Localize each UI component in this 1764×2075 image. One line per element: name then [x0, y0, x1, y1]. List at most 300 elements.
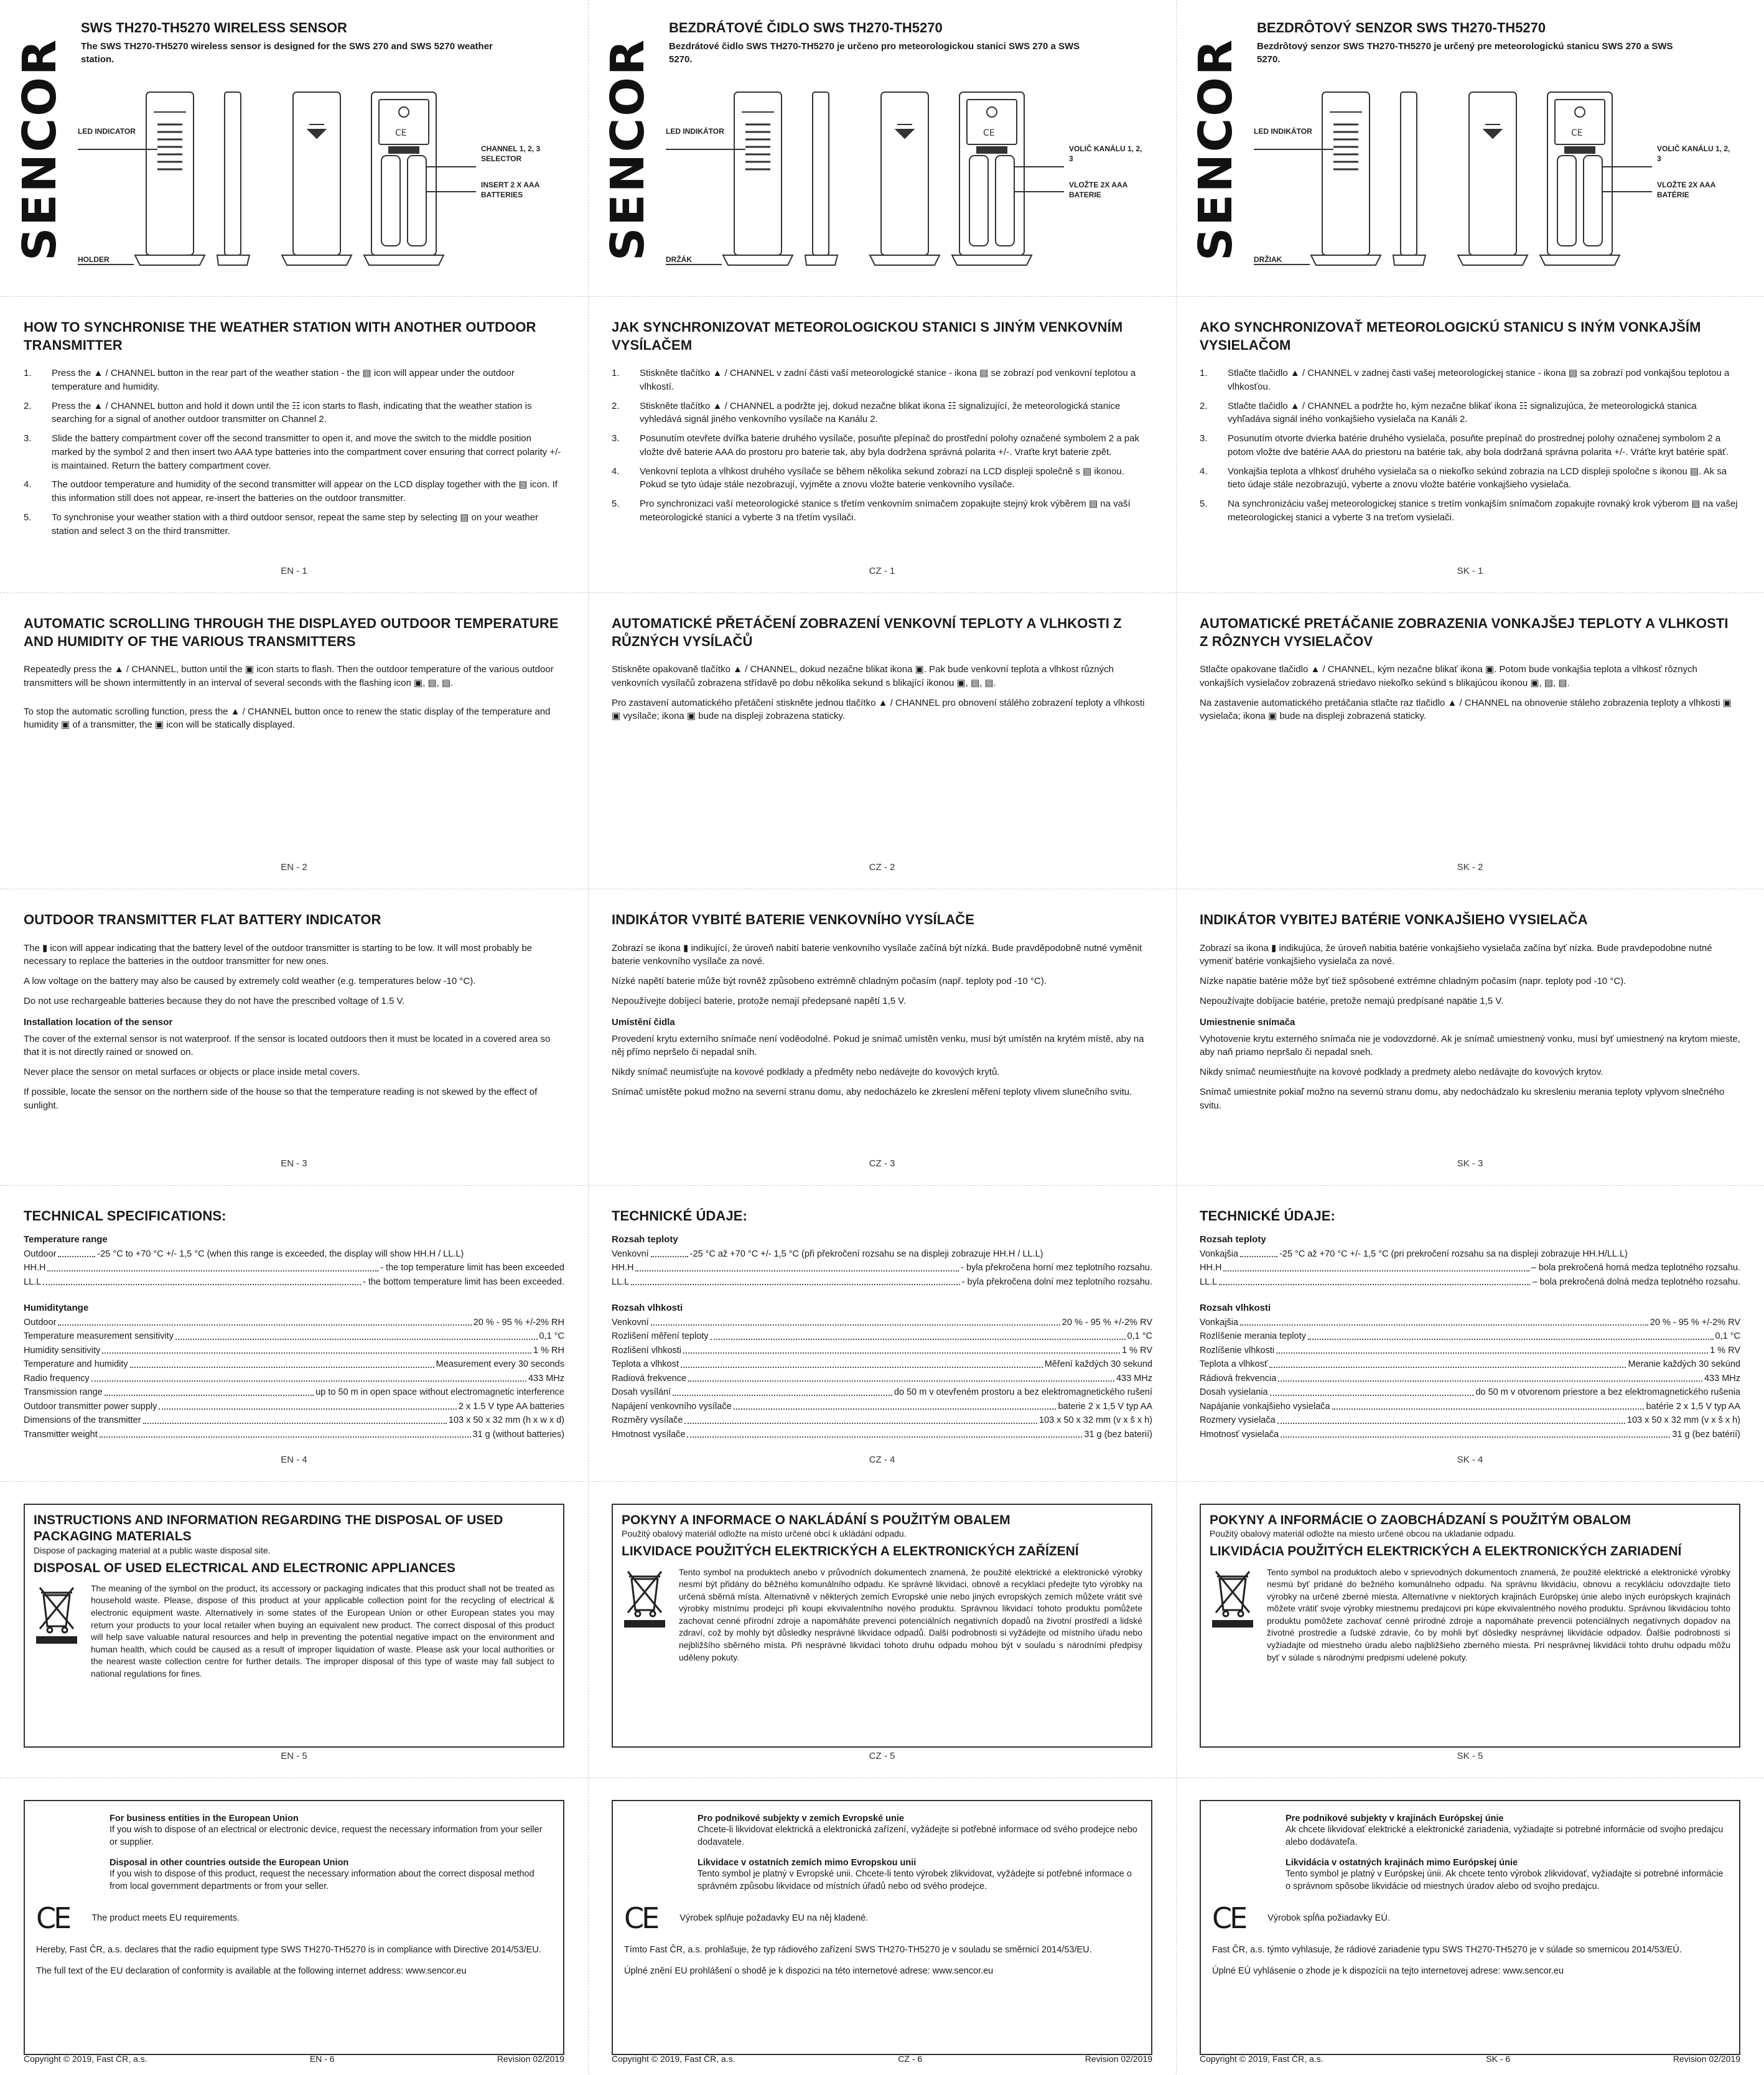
non-eu-heading: Likvidace v ostatních zemích mimo Evropskou unii: [698, 1857, 917, 1868]
weee-row: [34, 1583, 554, 1680]
weee-icon-wrap: [34, 1583, 80, 1680]
spec-row: [612, 1357, 1152, 1371]
spec-row: [24, 1261, 564, 1275]
ce-text: The product meets EU requirements.: [91, 1913, 240, 1924]
spec-row: [612, 1316, 1152, 1329]
paragraph: A low voltage on the battery may also be caused by extremely cold weather (e.g. temperatures below -10 °C).: [24, 976, 476, 987]
spec-row: [1200, 1372, 1740, 1385]
paragraph: Na zastavenie automatického pretáčania stlačte raz tlačidlo ▲ / CHANNEL na obnovenie stáleho zobrazenia teploty a vlhkosti ▣ vysielača; ikona ▣ bude na displeji zobrazená staticky.: [1200, 697, 1732, 722]
spec-row: [1200, 1316, 1740, 1329]
spec-leader: [1278, 1372, 1702, 1382]
copyright: Copyright © 2019, Fast ČR, a.s.: [612, 2054, 735, 2064]
step-number: 5.: [24, 512, 32, 523]
spec-value: 31 g (bez batérií): [1672, 1429, 1740, 1440]
fold-line: [588, 0, 589, 2075]
weee-text: Tento symbol na produktoch alebo v sprievodných dokumentoch znamená, že použité elektrické a elektronické výrobky nesmú byť pridané do bežného komunálneho odpadu. Na správnu likvidáciu, obnovu a recykláciu odovzdajte tieto výrobky na určené zberné miesta. Alternatívne v niektorých krajinách Európskej únie alebo iných európskych krajinách môžete vrátiť svoje výrobky miestnemu predajcovi pri kúpe ekvivalentného nového produktu. Správnou likvidáciou tohto produktu pomôžete zachovať cenné prírodné zdroje a napomáhate prevencii potenciálnych negatívnych dopadov na životné prostredie a ľudské zdravie, čo by mohli byť dôsledky nesprávnej likvidácie odpadov. Ďalšie podrobnosti si vyžiadajte od miestneho úradu alebo najbližšieho zberného miesta. Pri nesprávnej likvidácii tohto druhu odpadu môžu byť v súlade s národnými predpismi udelené pokuty.: [1267, 1567, 1730, 1662]
step-number: 2.: [1200, 400, 1208, 411]
step-number: 4.: [1200, 466, 1208, 477]
back-info-box: [612, 1800, 1152, 2055]
spec-group-title: Rozsah teploty: [612, 1234, 678, 1245]
revision: Revision 02/2019: [1085, 2054, 1152, 2064]
paragraph: Zobrazí se ikona ▮ indikující, že úroveň nabití baterie venkovního vysílače začíná být nízká. Bude pravděpodobně nutné vyměnit baterie venkovního vysílače za nové.: [612, 942, 1142, 967]
spec-key: Dosah vysílání: [612, 1387, 671, 1398]
fold-line: [0, 1185, 1764, 1186]
spec-row: [612, 1413, 1152, 1427]
label-insert-batteries: VLOŽTE 2X AAA BATERIE: [1069, 180, 1127, 199]
section-heading: TECHNICKÉ ÚDAJE:: [612, 1208, 747, 1224]
label-holder: DRŽIAK: [1254, 255, 1282, 264]
spec-row: [24, 1316, 564, 1329]
cover-description: The SWS TH270-TH5270 wireless sensor is designed for the SWS 270 and SWS 5270 weather station.: [81, 41, 493, 65]
spec-value: Meranie každých 30 sekúnd: [1628, 1359, 1740, 1370]
spec-value: 31 g (without batteries): [472, 1429, 564, 1440]
spec-key: Rádiová frekvencia: [1200, 1373, 1277, 1384]
page-number: EN - 6: [309, 2054, 335, 2064]
spec-key: Hmotnost vysílače: [612, 1429, 686, 1440]
spec-value: 20 % - 95 % +/-2% RV: [1062, 1318, 1152, 1328]
spec-value: baterie 2 x 1,5 V typ AA: [1058, 1401, 1152, 1412]
step-item: [1200, 465, 1740, 492]
spec-value: 103 x 50 x 32 mm (h x w x d): [448, 1415, 564, 1426]
spec-key: Dosah vysielania: [1200, 1387, 1268, 1398]
paragraph: Never place the sensor on metal surfaces or objects or place inside metal covers.: [24, 1067, 360, 1078]
step-text: To synchronise your weather station with a third outdoor sensor, repeat the same step by selecting ▤ on your weather station and select 3 on the third transmitter.: [52, 512, 539, 536]
step-number: 1.: [612, 368, 620, 379]
page-footer: [1200, 2054, 1740, 2064]
weee-bin-icon: [1210, 1567, 1256, 1629]
spec-value: – bola prekročená dolná medza teplotného rozsahu.: [1532, 1276, 1740, 1287]
paragraph: Zobrazí sa ikona ▮ indikujúca, že úroveň nabitia batérie vonkajšieho vysielača začína byť nízka. Bude pravdepodobne nutné vymeniť batérie vonkajšieho vysielača za nové.: [1200, 942, 1712, 967]
ce-row: [36, 1901, 552, 1935]
spec-leader: [688, 1372, 1114, 1382]
spec-value: 433 MHz: [528, 1373, 564, 1384]
spec-leader: [1270, 1385, 1474, 1395]
spec-leader: [1281, 1428, 1670, 1438]
paragraph: Snímač umístěte pokud možno na severní stranu domu, aby nedocházelo ke zkreslení měření teploty vlivem slunečního svitu.: [612, 1086, 1132, 1097]
spec-value: - byla překročena dolní mez teplotního rozsahu.: [961, 1276, 1152, 1287]
brand-logo-text: SENCOR: [1189, 38, 1243, 261]
ce-text: Výrobok spĺňa požiadavky EÚ.: [1267, 1913, 1390, 1924]
page-panel: [0, 593, 588, 889]
spec-leader: [673, 1385, 892, 1395]
spec-value: 103 x 50 x 32 mm (v x š x h): [1038, 1415, 1152, 1426]
section-heading: TECHNICAL SPECIFICATIONS:: [24, 1208, 226, 1224]
label-holder: HOLDER: [78, 255, 110, 264]
non-eu-text: Tento symbol je platný v Európskej únii. Ak chcete tento výrobok zlikvidovať, vyžiadajte si potrebné informácie o správnom spôsobe likvidácie od miestnych úradov alebo od svojho predajcu.: [1286, 1868, 1724, 1891]
steps-list: [1200, 367, 1740, 525]
page-panel: [1176, 1481, 1764, 1778]
spec-leader: [683, 1344, 1120, 1354]
step-text: Press the ▲ / CHANNEL button in the rear part of the weather station - the ▤ icon will appear under the outdoor temperature and humidity.: [52, 368, 515, 392]
step-item: [24, 400, 564, 427]
spec-row: [1200, 1385, 1740, 1399]
step-number: 2.: [24, 400, 32, 411]
full-text-link: The full text of the EU declaration of conformity is available at the following internet address: www.sencor.eu: [36, 1966, 467, 1977]
weee-row: [1210, 1567, 1730, 1664]
page-panel: [588, 296, 1176, 593]
spec-row: [612, 1385, 1152, 1399]
section-heading: AUTOMATICKÉ PŘETÁČENÍ ZOBRAZENÍ VENKOVNÍ TEPLOTY A VLHKOSTI Z RŮZNÝCH VYSÍLAČŮ: [612, 616, 1122, 649]
spec-value: - the top temperature limit has been exceeded: [380, 1263, 564, 1273]
packaging-heading: POKYNY A INFORMACE O NAKLÁDÁNÍ S POUŽITÝM OBALEM: [622, 1513, 1010, 1527]
spec-key: Napájanie vonkajšieho vysielača: [1200, 1401, 1330, 1412]
spec-key: Humidity sensitivity: [24, 1345, 101, 1356]
spec-row: [612, 1428, 1152, 1441]
page-footer: [612, 2054, 1152, 2064]
spec-row: [612, 1247, 1152, 1261]
page-panel: [588, 593, 1176, 889]
eu-business-heading: Pre podnikové subjekty v krajinách Európskej únie: [1286, 1814, 1504, 1824]
spec-value: 20 % - 95 % +/-2% RH: [473, 1318, 564, 1328]
paragraph: Nikdy snímač neumiestňujte na kovové podklady a predmety alebo nedávajte do kovových krytov.: [1200, 1067, 1603, 1078]
fold-line: [1176, 0, 1177, 2075]
label-insert-batteries: VLOŽTE 2X AAA BATÉRIE: [1657, 180, 1715, 199]
weee-text: Tento symbol na produktech anebo v průvodních dokumentech znamená, že použité elektrické a elektronické výrobky nesmí být přidány do běžného komunálního odpadu. Ke správné likvidaci, obnově a recyklaci předejte tyto výrobky na určená sběrná místa. Alternativně v některých zemích Evropské unie nebo jiných evropských zemích můžete vrátit své výrobky místnímu prodejci při koupi ekvivalentního nového produktu. Správnou likvidací tohoto produktu pomůžete zachovat cenné přírodní zdroje a napomáháte prevenci potenciálních negativních dopadů na životní prostředí a lidské zdraví, což by mohly být důsledky nesprávné likvidace odpadů. Další podrobnosti si vyžádejte od místního úřadu nebo nejbližšího sběrného místa. Při nesprávné likvidaci tohoto druhu odpadu mohou být v souladu s národními předpisy uděleny pokuty.: [679, 1567, 1142, 1662]
spec-row: [612, 1261, 1152, 1275]
spec-key: Temperature measurement sensitivity: [24, 1331, 174, 1342]
cover-title: SWS TH270-TH5270 WIRELESS SENSOR: [81, 20, 347, 35]
fold-line: [0, 296, 1764, 297]
spec-leader: [631, 1275, 959, 1285]
spec-value: 0,1 °C: [539, 1331, 564, 1342]
label-holder: DRŽÁK: [666, 255, 692, 264]
non-eu-text: Tento symbol je platný v Evropské unii. Chcete-li tento výrobek zlikvidovat, vyžádejte si potřebné informace o správném způsobu likvidace od místních úřadů nebo od svého prodejce.: [698, 1868, 1132, 1891]
page-panel: [0, 0, 588, 296]
section-heading: TECHNICKÉ ÚDAJE:: [1200, 1208, 1335, 1224]
paragraph: Repeatedly press the ▲ / CHANNEL, button until the ▣ icon starts to flash. Then the outdoor temperature of the various outdoor transmitters will be shown intermittently in an interval of several seconds with the flashing icon ▣, ▤, ▤.: [24, 664, 554, 688]
spec-key: Transmitter weight: [24, 1429, 98, 1440]
business-info: [36, 1814, 552, 1893]
section-heading: INDIKÁTOR VYBITEJ BATÉRIE VONKAJŠIEHO VYSIELAČA: [1200, 912, 1588, 927]
weee-heading: LIKVIDACE POUŽITÝCH ELEKTRICKÝCH A ELEKTRONICKÝCH ZAŘÍZENÍ: [622, 1544, 1079, 1559]
step-text: Pro synchronizaci vaší meteorologické stanice s třetím venkovním snímačem zopakujte stejný krok výběrem ▤ na vaší meteorologické stanici a vyberte 3 na třetím vysílači.: [640, 499, 1131, 523]
spec-row: [24, 1385, 564, 1399]
spec-group-title: Rozsah vlhkosti: [1200, 1303, 1271, 1313]
ce-mark-icon: CE: [36, 1901, 70, 1936]
page-panel: [1176, 296, 1764, 593]
spec-value: 103 x 50 x 32 mm (v x š x h): [1626, 1415, 1740, 1426]
spec-key: Rozměry vysílače: [612, 1415, 683, 1426]
page-number: EN - 1: [281, 566, 307, 576]
section-heading: AKO SYNCHRONIZOVAŤ METEOROLOGICKÚ STANICU S INÝM VONKAJŠÍM VYSIELAČOM: [1200, 319, 1701, 353]
spec-value: - the bottom temperature limit has been exceeded.: [362, 1276, 564, 1287]
ce-row: [624, 1901, 1140, 1935]
section-heading: INDIKÁTOR VYBITÉ BATERIE VENKOVNÍHO VYSÍLAČE: [612, 912, 974, 927]
spec-key: Venkovní: [612, 1248, 649, 1259]
spec-leader: [684, 1413, 1037, 1423]
paragraph: To stop the automatic scrolling function, press the ▲ / CHANNEL button once to renew the static display of the temperature and humidity ▣ of a transmitter, the ▣ icon will be statically displayed.: [24, 706, 551, 731]
spec-key: Radiová frekvence: [612, 1373, 687, 1384]
cover-title: BEZDRÔTOVÝ SENZOR SWS TH270-TH5270: [1257, 20, 1546, 35]
spec-value: -25 °C až +70 °C +/- 1,5 °C (pri prekročení rozsahu sa na displeji zobrazuje HH.H/LL.L): [1279, 1248, 1628, 1259]
page-panel: [0, 296, 588, 593]
steps-list: [24, 367, 564, 538]
spec-row: [612, 1344, 1152, 1357]
spec-leader: [1277, 1413, 1625, 1423]
paragraph: Nikdy snímač neumisťujte na kovové podklady a předměty nebo nedávejte do kovových krytů.: [612, 1067, 1000, 1078]
business-info: [624, 1814, 1140, 1893]
sensor-illustration: [1254, 87, 1739, 274]
copyright: Copyright © 2019, Fast ČR, a.s.: [1200, 2054, 1323, 2064]
packaging-note: Použitý obalový materiál odložte na miesto určené obcou na ukladanie odpadu.: [1210, 1529, 1516, 1539]
section-heading: OUTDOOR TRANSMITTER FLAT BATTERY INDICATOR: [24, 912, 381, 927]
brand-logo: [13, 25, 67, 274]
cover-description: Bezdrôtový senzor SWS TH270-TH5270 je určený pre meteorologickú stanicu SWS 270 a SWS 5270.: [1257, 41, 1673, 65]
page-panel: [1176, 593, 1764, 889]
paragraph: Nízke napätie batérie môže byť tiež spôsobené extrémne chladným počasím (napr. teploty pod -10 °C).: [1200, 976, 1626, 987]
ce-row: [1212, 1901, 1728, 1935]
step-number: 1.: [24, 368, 32, 379]
page-panel: [0, 1481, 588, 1778]
step-item: [1200, 367, 1740, 394]
page-number: CZ - 5: [869, 1751, 895, 1761]
eu-business-heading: For business entities in the European Union: [110, 1814, 299, 1824]
label-led-indicator: LED INDICATOR: [78, 127, 136, 136]
label-led-indicator: LED INDIKÁTOR: [666, 127, 724, 136]
ce-text: Výrobek splňuje požadavky EU na něj kladené.: [679, 1913, 869, 1924]
spec-key: Dimensions of the transmitter: [24, 1415, 141, 1426]
spec-key: Rozlišení měření teploty: [612, 1331, 709, 1342]
spec-leader: [91, 1372, 526, 1382]
spec-row: [24, 1344, 564, 1357]
page-number: CZ - 6: [898, 2054, 923, 2064]
spec-row: [24, 1357, 564, 1371]
packaging-note: Dispose of packaging material at a public waste disposal site.: [34, 1545, 271, 1555]
section-heading: JAK SYNCHRONIZOVAT METEOROLOGICKOU STANICI S JINÝM VENKOVNÍM VYSÍLAČEM: [612, 319, 1123, 353]
spec-key: Rozlíšenie merania teploty: [1200, 1331, 1306, 1342]
step-number: 3.: [612, 433, 620, 444]
spec-value: 1 % RV: [1122, 1345, 1152, 1356]
business-info: [1212, 1814, 1728, 1893]
spec-row: [1200, 1344, 1740, 1357]
full-text-link: Úplné EÚ vyhlásenie o zhode je k dispozícii na tejto internetovej adrese: www.sencor.eu: [1212, 1966, 1564, 1977]
declaration-text: Tímto Fast ČR, a.s. prohlašuje, že typ rádiového zařízení SWS TH270-TH5270 je v souladu se směrnicí 2014/53/EU.: [624, 1945, 1092, 1956]
step-item: [24, 367, 564, 394]
non-eu-heading: Disposal in other countries outside the European Union: [110, 1857, 349, 1868]
paragraph: Nízké napětí baterie může být rovněž způsobeno extrémně chladným počasím (např. teploty pod -10 °C).: [612, 976, 1047, 987]
spec-row: [612, 1400, 1152, 1413]
label-channel-selector: VOLIČ KANÁLU 1, 2, 3: [1657, 144, 1730, 163]
spec-key: Temperature and humidity: [24, 1359, 128, 1370]
page-panel: [588, 889, 1176, 1185]
step-text: Vonkajšia teplota a vlhkosť druhého vysielača sa o niekoľko sekúnd zobrazia na LCD displeji spoločne s ikonou ▤. Ak sa tieto údaje stále nezobrazujú, vyberte a znovu vložte batérie vonkajšieho vysielača.: [1228, 466, 1727, 490]
step-number: 5.: [1200, 499, 1208, 510]
ce-mark-icon: CE: [624, 1901, 658, 1936]
spec-leader: [1276, 1344, 1708, 1354]
spec-leader: [1240, 1247, 1277, 1257]
disposal-box: [612, 1504, 1152, 1748]
spec-key: HH.H: [612, 1263, 634, 1273]
spec-leader: [734, 1400, 1057, 1410]
spec-leader: [58, 1247, 95, 1257]
spec-leader: [43, 1275, 361, 1285]
paragraph: Nepoužívajte dobíjacie batérie, pretože nemajú predpísané napätie 1,5 V.: [1200, 995, 1504, 1006]
spec-leader: [1308, 1329, 1714, 1339]
weee-bin-icon: [622, 1567, 668, 1629]
step-number: 3.: [24, 433, 32, 444]
spec-value: up to 50 m in open space without electromagnetic interference: [315, 1387, 564, 1398]
spec-value: 0,1 °C: [1127, 1331, 1152, 1342]
subheading: Installation location of the sensor: [24, 1016, 173, 1028]
page-number: SK - 5: [1457, 1751, 1483, 1761]
paragraph: Nepoužívejte dobíjecí baterie, protože nemají předepsané napětí 1,5 V.: [612, 995, 907, 1006]
page-number: CZ - 1: [869, 566, 895, 576]
step-text: Stiskněte tlačítko ▲ / CHANNEL a podržte jej, dokud nezačne blikat ikona ☷ signalizující, že meteorologická stanice vyhledává signál jiného venkovního vysílače na Kanálu 2.: [640, 400, 1121, 425]
spec-key: Outdoor: [24, 1318, 57, 1328]
spec-leader: [105, 1385, 314, 1395]
weee-text: The meaning of the symbol on the product, its accessory or packaging indicates that this product shall not be treated as household waste. Please, dispose of this product at your applicable collection point for the recycling of electrical & electronic equipment waste. Alternatively in some states of the European Union or other European states you may return your products to your local retailer when buying an equivalent new product. The correct disposal of this product will help save valuable natural resources and help in preventing the potential negative impact on the environment and human health, which could be caused as a result of improper liquidation of waste. Please ask your local authorities or the nearest waste collection centre for further details. The improper disposal of this type of waste may fall subject to national regulations for fines.: [91, 1583, 554, 1679]
page-panel: [588, 1778, 1176, 2075]
step-item: [1200, 400, 1740, 427]
paragraph: The cover of the external sensor is not waterproof. If the sensor is located outdoors then it must be located in a covered area so that it is not directly rained or snowed on.: [24, 1033, 551, 1058]
step-item: [24, 432, 564, 472]
spec-key: Rozmery vysielača: [1200, 1415, 1276, 1426]
step-number: 5.: [612, 499, 620, 510]
step-number: 1.: [1200, 368, 1208, 379]
spec-key: Outdoor: [24, 1248, 57, 1259]
revision: Revision 02/2019: [497, 2054, 564, 2064]
spec-row: [1200, 1428, 1740, 1441]
page-number: SK - 6: [1486, 2054, 1511, 2064]
spec-value: do 50 m v otevřeném prostoru a bez elektromagnetického rušení: [894, 1387, 1152, 1398]
declaration-text: Fast ČR, a.s. týmto vyhlasuje, že rádiové zariadenie typu SWS TH270-TH5270 je v súlade so smernicou 2014/53/EÚ.: [1212, 1945, 1682, 1956]
step-text: Stlačte tlačidlo ▲ / CHANNEL v zadnej časti vašej meteorologickej stanice - ikona ▤ sa zobrazí pod vonkajšou teplotou a vlhkosťou.: [1228, 368, 1730, 392]
packaging-note: Použitý obalový materiál odložte na místo určené obcí k ukládání odpadu.: [622, 1529, 907, 1539]
page-footer: [24, 2054, 564, 2064]
spec-group-title: Temperature range: [24, 1234, 108, 1245]
disposal-box: [24, 1504, 564, 1748]
spec-key: LL.L: [1200, 1276, 1218, 1287]
step-item: [24, 478, 564, 505]
step-text: Posunutím otevřete dvířka baterie druhého vysílače, posuňte přepínač do prostřední polohy označené symbolem 2 a pak vložte dvě baterie AAA do prostoru pro baterie tak, aby byla dodržena správná polarita +/-. Vraťte kryt baterie zpět.: [640, 433, 1139, 457]
spec-row: [24, 1372, 564, 1385]
spec-leader: [175, 1329, 538, 1339]
paragraph: Vyhotovenie krytu externého snímača nie je vodovzdorné. Ak je snímač umiestnený vonku, musí byť umiestnený na krytom mieste, aby naň priamo nepršalo či nepadal sneh.: [1200, 1033, 1740, 1058]
spec-group-title: Rozsah vlhkosti: [612, 1303, 683, 1313]
page-number: EN - 2: [281, 862, 307, 873]
section-heading: AUTOMATICKÉ PRETÁČANIE ZOBRAZENIA VONKAJŠEJ TEPLOTY A VLHKOSTI Z RÔZNYCH VYSIELAČOV: [1200, 616, 1729, 649]
step-item: [1200, 497, 1740, 525]
label-channel-selector: VOLIČ KANÁLU 1, 2, 3: [1069, 144, 1142, 163]
sensor-illustration: [78, 87, 563, 274]
spec-leader: [58, 1316, 471, 1326]
spec-row: [24, 1275, 564, 1289]
spec-row: [24, 1428, 564, 1441]
spec-value: 0,1 °C: [1715, 1331, 1740, 1342]
spec-value: Měření každých 30 sekund: [1044, 1359, 1152, 1370]
spec-row: [1200, 1275, 1740, 1289]
spec-row: [1200, 1400, 1740, 1413]
page-number: SK - 4: [1457, 1454, 1483, 1465]
svg-text:CE: CE: [1571, 128, 1583, 138]
spec-key: Vonkajšia: [1200, 1248, 1239, 1259]
spec-key: Hmotnosť vysielača: [1200, 1429, 1279, 1440]
spec-value: batérie 2 x 1,5 V typ AA: [1646, 1401, 1740, 1412]
step-text: The outdoor temperature and humidity of the second transmitter will appear on the LCD display together with the ▤ icon. If this information still does not appear, re-insert the batteries on the outdoor transmitter.: [52, 479, 558, 504]
spec-key: HH.H: [1200, 1263, 1222, 1273]
spec-value: 2 x 1.5 V type AA batteries: [458, 1401, 564, 1412]
non-eu-text: If you wish to dispose of this product, request the necessary information about the correct disposal method from local government departments or from your seller.: [110, 1868, 534, 1891]
spec-row: [1200, 1329, 1740, 1343]
spec-leader: [130, 1357, 434, 1367]
step-item: [1200, 432, 1740, 459]
spec-key: Rozlišení vlhkosti: [612, 1345, 682, 1356]
weee-heading: DISPOSAL OF USED ELECTRICAL AND ELECTRONIC APPLIANCES: [34, 1560, 455, 1575]
spec-key: Teplota a vlhkosť: [1200, 1359, 1268, 1370]
packaging-heading: INSTRUCTIONS AND INFORMATION REGARDING THE DISPOSAL OF USED PACKAGING MATERIALS: [34, 1513, 503, 1544]
paragraph: Do not use rechargeable batteries because they do not have the prescribed voltage of 1.5 V.: [24, 995, 405, 1006]
spec-value: 1 % RV: [1710, 1345, 1740, 1356]
page-panel: [1176, 1185, 1764, 1481]
page-number: SK - 3: [1457, 1158, 1483, 1169]
weee-icon-wrap: [622, 1567, 668, 1664]
spec-value: - byla překročena horní mez teplotního rozsahu.: [961, 1263, 1152, 1273]
svg-text:CE: CE: [983, 128, 995, 138]
back-info-box: [24, 1800, 564, 2055]
disposal-box: [1200, 1504, 1740, 1748]
page-panel: [1176, 1778, 1764, 2075]
weee-bin-icon: [34, 1583, 80, 1645]
step-number: 3.: [1200, 433, 1208, 444]
spec-leader: [1269, 1357, 1626, 1367]
cover-title: BEZDRÁTOVÉ ČIDLO SWS TH270-TH5270: [669, 20, 943, 35]
step-text: Stlačte tlačidlo ▲ / CHANNEL a podržte ho, kým nezačne blikať ikona ☷ signalizujúca, že meteorologická stanica vyhľadáva signál iného vonkajšieho vysielača na Kanáli 2.: [1228, 400, 1697, 425]
step-text: Press the ▲ / CHANNEL button and hold it down until the ☷ icon starts to flash, indicating that the weather station is searching for a signal of another outdoor transmitter on Channel 2.: [52, 400, 532, 425]
spec-value: do 50 m v otvorenom priestore a bez elektromagnetického rušenia: [1475, 1387, 1740, 1398]
brand-logo-text: SENCOR: [601, 38, 655, 261]
paragraph: Snímač umiestnite pokiaľ možno na severnú stranu domu, aby nedochádzalo ku skresleniu merania teploty vplyvom slnečného svitu.: [1200, 1086, 1725, 1111]
spec-leader: [159, 1400, 457, 1410]
spec-group-title: Rozsah teploty: [1200, 1234, 1266, 1245]
weee-row: [622, 1567, 1142, 1664]
spec-row: [612, 1275, 1152, 1289]
paragraph: Pro zastavení automatického přetáčení stiskněte jednou tlačítko ▲ / CHANNEL pro obnovení stálého zobrazení teploty a vlhkosti ▣ vysílače; ikona ▣ bude na displeji zobrazena staticky.: [612, 697, 1145, 722]
spec-key: Outdoor transmitter power supply: [24, 1401, 157, 1412]
page-number: CZ - 2: [869, 862, 895, 873]
section-heading: HOW TO SYNCHRONISE THE WEATHER STATION WITH ANOTHER OUTDOOR TRANSMITTER: [24, 319, 536, 353]
step-text: Slide the battery compartment cover off the second transmitter to open it, and move the switch to the middle position marked by the symbol 2 and then insert two AAA type batteries into the compartment cover ensuring that correct polarity +/- is maintained. Return the battery compartment cover.: [52, 433, 561, 471]
paragraph: If possible, locate the sensor on the northern side of the house so that the temperature reading is not skewed by the effect of sunlight.: [24, 1086, 538, 1111]
label-insert-batteries: INSERT 2 X AAA BATTERIES: [481, 180, 539, 199]
label-channel-selector: CHANNEL 1, 2, 3 SELECTOR: [481, 144, 541, 163]
spec-leader: [687, 1428, 1082, 1438]
eu-business-heading: Pro podnikové subjekty v zemích Evropské unie: [698, 1814, 904, 1824]
step-item: [612, 465, 1152, 492]
spec-row: [1200, 1357, 1740, 1371]
eu-business-text: Chcete-li likvidovat elektrická a elektronická zařízení, vyžádejte si potřebné informace od svého prodejce nebo dodavatele.: [698, 1825, 1137, 1848]
step-item: [612, 432, 1152, 459]
spec-leader: [681, 1357, 1043, 1367]
page-panel: [0, 1185, 588, 1481]
page-number: EN - 5: [281, 1751, 307, 1761]
step-text: Posunutím otvorte dvierka batérie druhého vysielača, posuňte prepínač do prostrednej polohy označenej symbolom 2 a potom vložte dve batérie AAA do priestoru na batérie tak, aby bola dodržaná správna polarita +/-. Vráťte kryt batérie späť.: [1228, 433, 1729, 457]
step-item: [612, 497, 1152, 525]
packaging-heading: POKYNY A INFORMÁCIE O ZAOBCHÁDZANÍ S POUŽITÝM OBALOM: [1210, 1513, 1631, 1527]
spec-key: Vonkajšia: [1200, 1318, 1239, 1328]
page-panel: [588, 1185, 1176, 1481]
non-eu-heading: Likvidácia v ostatných krajinách mimo Európskej únie: [1286, 1857, 1518, 1868]
ce-mark-icon: CE: [1212, 1901, 1246, 1936]
spec-key: LL.L: [612, 1276, 630, 1287]
spec-value: – bola prekročená horná medza teplotného rozsahu.: [1531, 1263, 1740, 1273]
copyright: Copyright © 2019, Fast ČR, a.s.: [24, 2054, 147, 2064]
subheading: Umístění čidla: [612, 1016, 675, 1028]
paragraph: The ▮ icon will appear indicating that the battery level of the outdoor transmitter is starting to be low. It will most probably be necessary to replace the batteries in the outdoor transmitter for new ones.: [24, 942, 533, 967]
brand-logo: [1189, 25, 1243, 274]
section-heading: AUTOMATIC SCROLLING THROUGH THE DISPLAYED OUTDOOR TEMPERATURE AND HUMIDITY OF THE VARIOUS TRANSMITTERS: [24, 616, 559, 649]
spec-leader: [635, 1261, 959, 1271]
spec-leader: [100, 1428, 471, 1438]
